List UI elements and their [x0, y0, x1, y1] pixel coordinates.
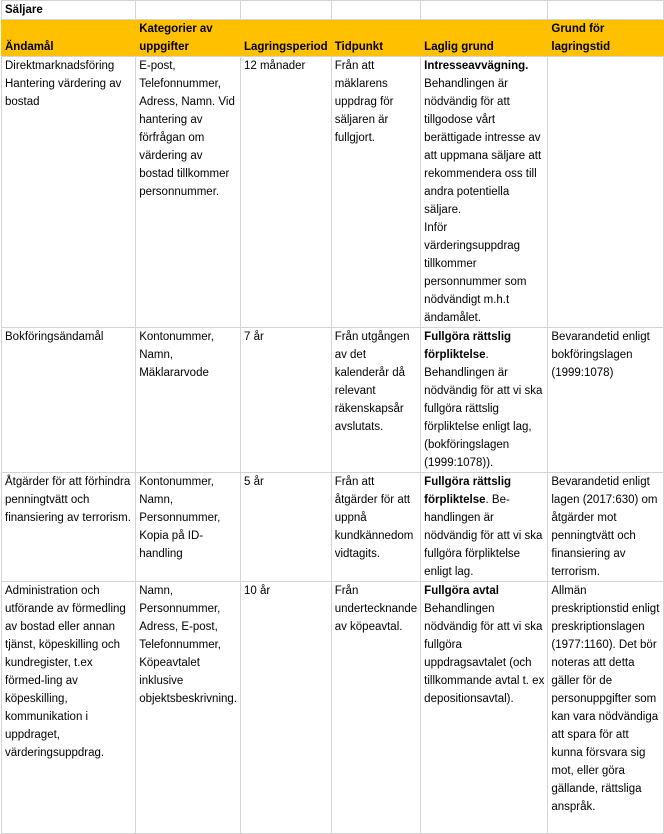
legal-basis-text: . Be-handlingen är nödvändig för att vi ska fullgöra förpliktelse enligt lag.: [424, 494, 543, 578]
timing-cell[interactable]: Från att mäklarens uppdrag för säljaren är fullgjort.: [331, 57, 420, 328]
empty-cell[interactable]: [240, 1, 331, 20]
empty-cell[interactable]: [331, 1, 420, 20]
empty-cell[interactable]: [421, 1, 548, 20]
legal-basis-cell[interactable]: [421, 57, 548, 328]
retention-basis-cell[interactable]: Bevarandetid enligt bokföringslagen (1999:1078): [548, 328, 664, 473]
legal-basis-extra: Inför värderingsuppdrag tillkommer personnummer som nödvändigt m.h.t ändamålet.: [424, 222, 527, 324]
timing-cell[interactable]: Från undertecknande av köpeavtal.: [331, 582, 420, 834]
legal-basis-text: Behandlingen är nödvändig för att tillgodose vårt berättigade intresse av att uppmana säljare att rekommendera oss till andra potentiella säljare.: [424, 78, 542, 216]
categories-cell[interactable]: Kontonummer, Namn, Personnummer, Kopia på ID-handling: [136, 473, 241, 582]
table-row: [2, 57, 664, 328]
header-row: [2, 20, 664, 57]
retention-basis-cell[interactable]: Bevarandetid enligt lagen (2017:630) om åtgärder mot penningtvätt och finansiering av terrorism.: [548, 473, 664, 582]
header-cell-legal-basis[interactable]: Laglig grund: [421, 20, 548, 57]
retention-basis-cell[interactable]: [548, 57, 664, 328]
table-row: [2, 582, 664, 834]
legal-basis-heading: Fullgöra rättslig förpliktelse: [424, 331, 512, 361]
header-cell-timing[interactable]: Tidpunkt: [331, 20, 420, 57]
period-cell[interactable]: 12 månader: [240, 57, 331, 328]
purpose-cell[interactable]: Direktmarknadsföring Hantering värdering av bostad: [2, 57, 136, 328]
sheet-title-cell[interactable]: Säljare: [2, 1, 136, 20]
header-cell-categories[interactable]: Kategorier av uppgifter: [136, 20, 241, 57]
categories-cell[interactable]: Kontonummer, Namn, Mäklararvode: [136, 328, 241, 473]
header-cell-retention-basis[interactable]: Grund för lagringstid: [548, 20, 664, 57]
data-table: [1, 0, 664, 834]
legal-basis-cell[interactable]: [421, 582, 548, 834]
period-cell[interactable]: 10 år: [240, 582, 331, 834]
legal-basis-text: . Behandlingen är nödvändig för att vi ska fullgöra rättslig förpliktelse enligt lag, (bokföringslagen (1999:1078)).: [424, 349, 543, 469]
period-cell[interactable]: 5 år: [240, 473, 331, 582]
table-row: [2, 328, 664, 473]
empty-cell[interactable]: [548, 1, 664, 20]
header-cell-period[interactable]: Lagringsperiod: [240, 20, 331, 57]
table-row: [2, 473, 664, 582]
purpose-cell[interactable]: Administration och utförande av förmedling av bostad eller annan tjänst, köpeskilling och kundregister, t.ex förmed-ling av köpeskilling, kommunikation i uppdraget, värderingsuppdrag.: [2, 582, 136, 834]
purpose-cell[interactable]: Bokföringsändamål: [2, 328, 136, 473]
timing-cell[interactable]: Från att åtgärder för att uppnå kundkännedom vidtagits.: [331, 473, 420, 582]
retention-basis-cell[interactable]: Allmän preskriptionstid enligt preskriptionslagen (1977:1160). Det bör noteras att detta gäller för de personuppgifter som kan vara nödvändiga att spara för att kunna försvara sig mot, eller göra gällande, rättsliga anspråk.: [548, 582, 664, 834]
legal-basis-heading: Intresseavvägning.: [424, 60, 529, 72]
legal-basis-cell[interactable]: [421, 473, 548, 582]
period-cell[interactable]: 7 år: [240, 328, 331, 473]
legal-basis-cell[interactable]: [421, 328, 548, 473]
purpose-cell[interactable]: Åtgärder för att förhindra penningtvätt och finansiering av terrorism.: [2, 473, 136, 582]
categories-cell[interactable]: E-post, Telefonnummer, Adress, Namn. Vid hantering av förfrågan om värdering av bostad tillkommer personnummer.: [136, 57, 241, 328]
legal-basis-text: Behandlingen nödvändig för att vi ska fullgöra uppdragsavtalet (och tillkommande avtal t. ex depositionsavtal).: [424, 603, 545, 705]
categories-cell[interactable]: Namn, Personnummer, Adress, E-post, Telefonnummer, Köpeavtalet inklusive objektsbeskrivning.: [136, 582, 241, 834]
legal-basis-heading: Fullgöra avtal: [424, 585, 499, 597]
legal-basis-heading: Fullgöra rättslig förpliktelse: [424, 476, 512, 506]
timing-cell[interactable]: Från utgången av det kalenderår då relevant räkenskapsår avslutats.: [331, 328, 420, 473]
empty-cell[interactable]: [136, 1, 241, 20]
header-cell-purpose[interactable]: Ändamål: [2, 20, 136, 57]
